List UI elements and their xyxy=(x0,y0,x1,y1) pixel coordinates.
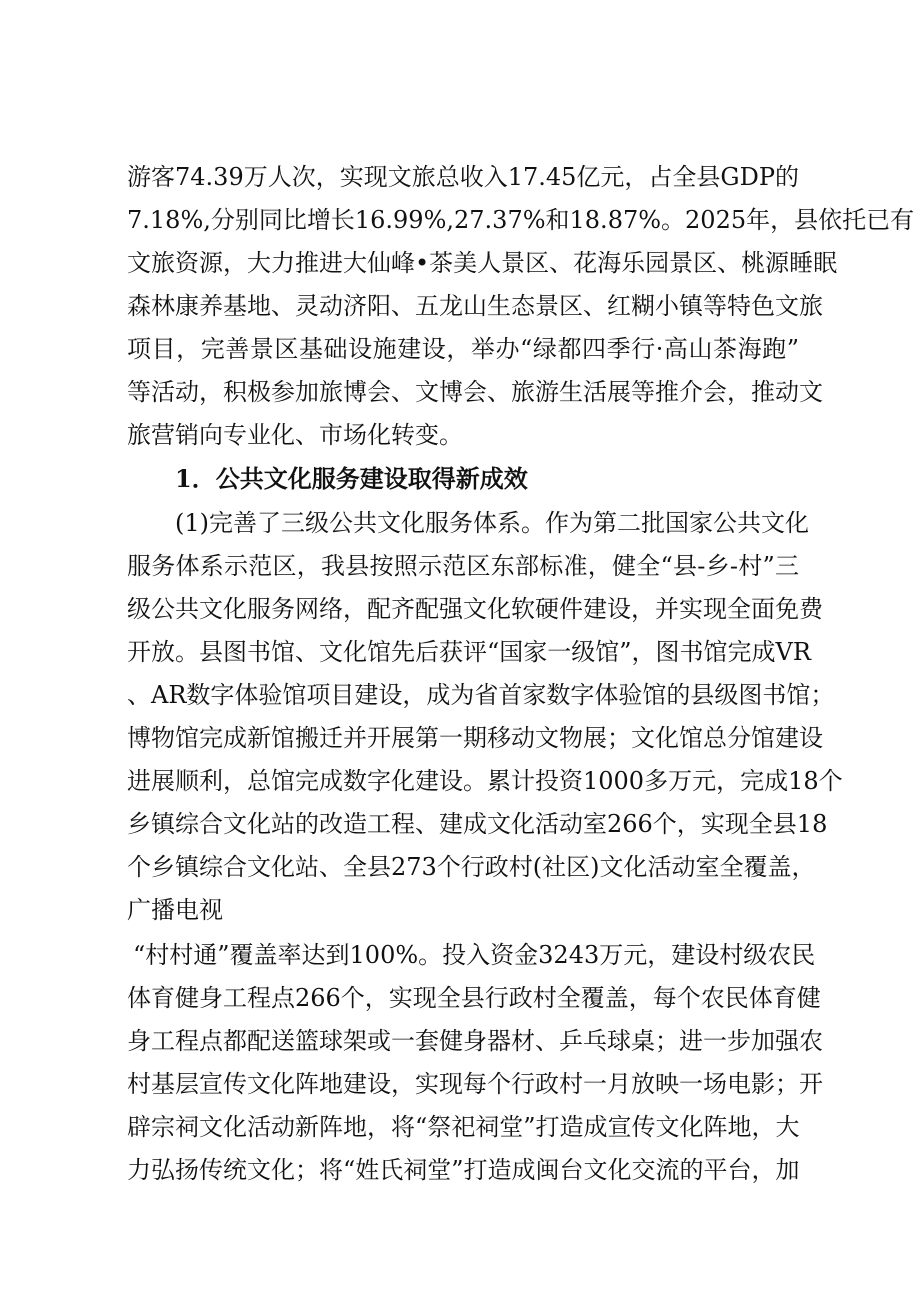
paragraph-line: 博物馆完成新馆搬迁并开展第一期移动文物展；文化馆总分馆建设 xyxy=(127,724,823,752)
paragraph-line: 7.18%,分别同比增长16.99%,27.37%和18.87%。2025年，县依托已有 xyxy=(127,206,915,234)
paragraph-line: 进展顺利，总馆完成数字化建设。累计投资1000多万元，完成18个 xyxy=(127,767,843,795)
paragraph-line: 力弘扬传统文化；将“姓氏祠堂”打造成闽台文化交流的平台，加 xyxy=(127,1156,800,1184)
paragraph-line: 等活动，积极参加旅博会、文博会、旅游生活展等推介会，推动文 xyxy=(127,378,823,406)
paragraph-line: 辟宗祠文化活动新阵地，将“祭祀祠堂”打造成宣传文化阵地，大 xyxy=(127,1113,800,1141)
paragraph-line: 、AR数字体验馆项目建设，成为省首家数字体验馆的县级图书馆； xyxy=(127,681,835,709)
paragraph-line: 级公共文化服务网络，配齐配强文化软硬件建设，并实现全面免费 xyxy=(127,595,823,623)
paragraph-line: 游客74.39万人次，实现文旅总收入17.45亿元，占全县GDP的 xyxy=(127,163,799,191)
paragraph-line: 旅营销向专业化、市场化转变。 xyxy=(127,421,463,449)
paragraph-line: 项目，完善景区基础设施建设，举办“绿都四季行·高山茶海跑” xyxy=(127,335,799,363)
paragraph-line: 个乡镇综合文化站、全县273个行政村(社区)文化活动室全覆盖， xyxy=(127,853,816,881)
paragraph-line: 森林康养基地、灵动济阳、五龙山生态景区、红糊小镇等特色文旅 xyxy=(127,292,823,320)
paragraph-line: 乡镇综合文化站的改造工程、建成文化活动室266个，实现全县18 xyxy=(127,810,828,838)
paragraph-line: 开放。县图书馆、文化馆先后获评“国家一级馆”，图书馆完成VR xyxy=(127,638,811,666)
paragraph-line: (1)完善了三级公共文化服务体系。作为第二批国家公共文化 xyxy=(175,509,809,537)
paragraph-line: 文旅资源，大力推进大仙峰•茶美人景区、花海乐园景区、桃源睡眠 xyxy=(127,249,838,277)
section-heading: 1．公共文化服务建设取得新成效 xyxy=(175,464,528,493)
paragraph-line: 身工程点都配送篮球架或一套健身器材、乒乓球桌；进一步加强农 xyxy=(127,1027,823,1055)
paragraph-line: 村基层宣传文化阵地建设，实现每个行政村一月放映一场电影；开 xyxy=(127,1070,823,1098)
paragraph-line: “村村通”覆盖率达到100%。投入资金3243万元，建设村级农民 xyxy=(133,941,816,969)
paragraph-line: 服务体系示范区，我县按照示范区东部标准，健全“县-乡-村”三 xyxy=(127,552,799,580)
paragraph-line: 体育健身工程点266个，实现全县行政村全覆盖，每个农民体育健 xyxy=(127,984,821,1012)
paragraph-line: 广播电视 xyxy=(127,896,223,924)
